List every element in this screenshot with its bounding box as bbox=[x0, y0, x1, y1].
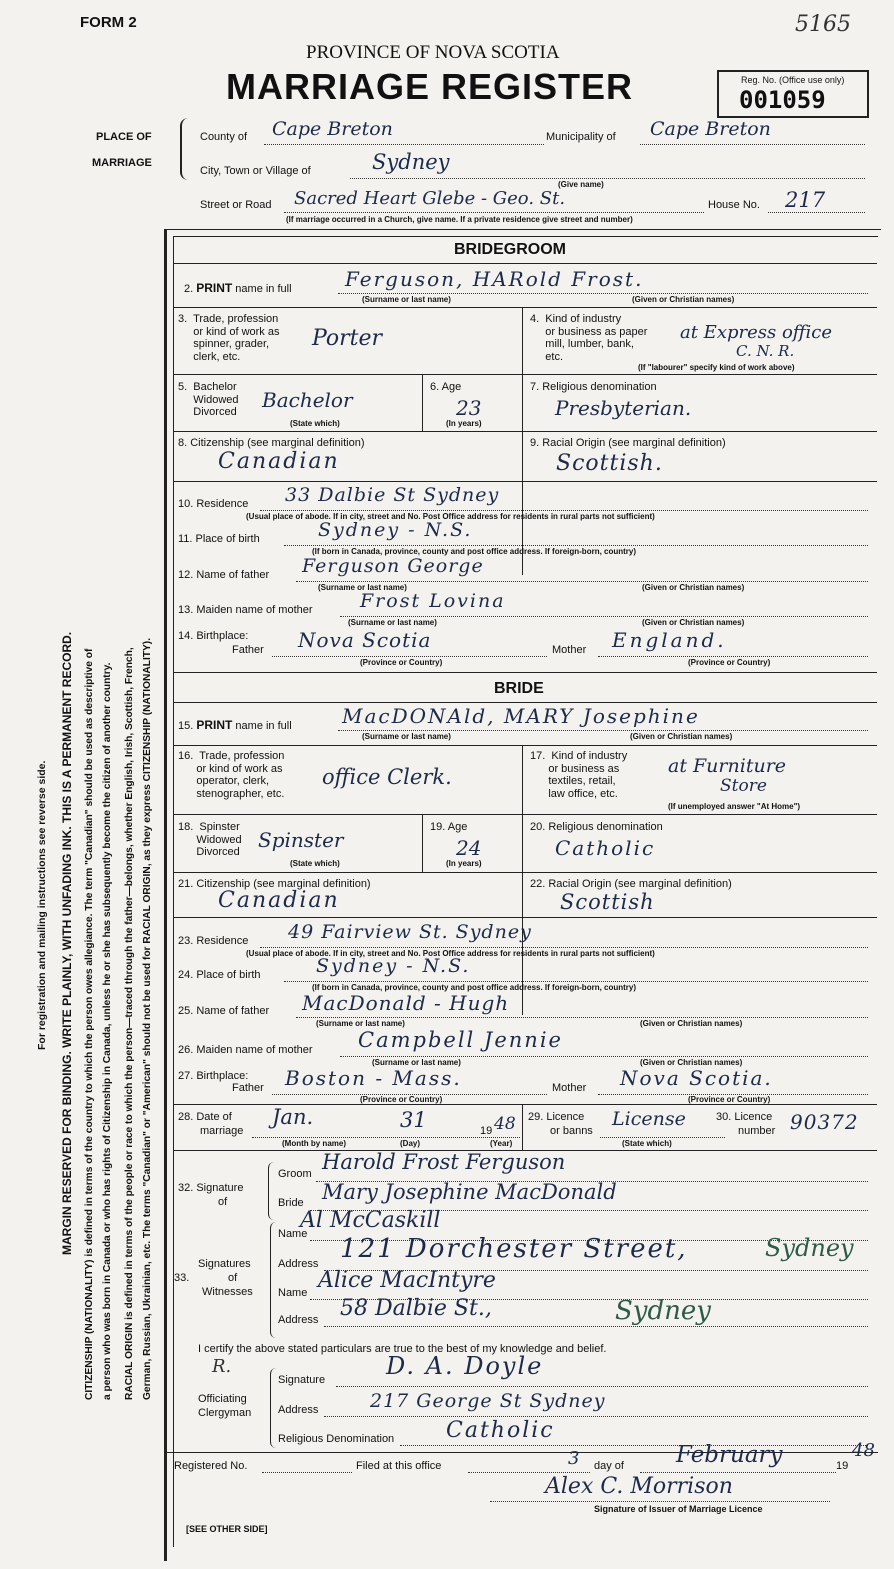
date-label-a: 28. Date of bbox=[178, 1111, 232, 1123]
filed-year: 48 bbox=[852, 1440, 875, 1461]
bride-mother: Campbell Jennie bbox=[358, 1028, 563, 1052]
rule bbox=[173, 263, 877, 264]
groom-bp-label: 14. Birthplace: bbox=[178, 630, 249, 642]
rule bbox=[640, 1472, 836, 1473]
groom-birthplace-sub: (If born in Canada, province, county and post office address. If foreign-born, country) bbox=[312, 547, 637, 556]
day-sub: (Day) bbox=[400, 1139, 421, 1148]
w1-address-label: Address bbox=[278, 1258, 319, 1270]
rule bbox=[468, 1472, 590, 1473]
groom-father-label: 12. Name of father bbox=[178, 569, 270, 581]
bride-trade-label: 16. Trade, profession or kind of work as operator, clerk, stenographer, etc. bbox=[178, 750, 285, 800]
groom-bp-mother-label: Mother bbox=[552, 644, 587, 656]
bride-father-label: 25. Name of father bbox=[178, 1005, 270, 1017]
cler-religion: Catholic bbox=[446, 1418, 555, 1443]
groom-industry-note: (If "labourer" specify kind of work above) bbox=[638, 363, 795, 372]
margin-instructions: For registration and mailing instructions see reverse side. bbox=[36, 760, 48, 1050]
groom-mother-sub-a: (Surname or last name) bbox=[348, 618, 437, 627]
rule bbox=[260, 947, 868, 948]
street-note: (If marriage occurred in a Church, give name. If a private residence give street and number) bbox=[286, 215, 633, 224]
cler-rel-label: Religious Denomination bbox=[278, 1433, 395, 1445]
cler-label-a: Officiating bbox=[198, 1393, 247, 1405]
groom-residence: 33 Dalbie St Sydney bbox=[285, 484, 500, 506]
bride-bp-sub-a: (Province or Country) bbox=[360, 1095, 443, 1104]
groom-industry-2: C. N. R. bbox=[736, 342, 795, 360]
month-sub: (Month by name) bbox=[282, 1139, 346, 1148]
bride-bp-father-label: Father bbox=[232, 1082, 264, 1094]
page-title: MARRIAGE REGISTER bbox=[226, 66, 634, 107]
rule bbox=[173, 374, 877, 375]
rule bbox=[522, 745, 523, 1015]
bride-father-sub-b: (Given or Christian names) bbox=[640, 1019, 743, 1028]
w2-name: Alice MacIntyre bbox=[318, 1268, 496, 1293]
groom-in-years: (In years) bbox=[446, 419, 482, 428]
municipality-value: Cape Breton bbox=[650, 118, 771, 140]
place-label-2: MARRIAGE bbox=[92, 157, 152, 169]
rule bbox=[340, 616, 868, 617]
groom-mother-sub-b: (Given or Christian names) bbox=[642, 618, 745, 627]
issuer-signature: Alex C. Morrison bbox=[545, 1474, 733, 1499]
groom-citizenship-label: 8. Citizenship (see marginal definition) bbox=[178, 437, 365, 449]
bride-mother-sub-b: (Given or Christian names) bbox=[640, 1058, 743, 1067]
bride-state-which: (State which) bbox=[290, 859, 340, 868]
filed-year-prefix: 19 bbox=[836, 1460, 849, 1472]
cler-address: 217 George St Sydney bbox=[370, 1390, 606, 1412]
groom-father-sub-b: (Given or Christian names) bbox=[642, 583, 745, 592]
w1-name-label: Name bbox=[278, 1228, 308, 1240]
filed-month: February bbox=[676, 1442, 783, 1468]
rule bbox=[173, 814, 877, 815]
issuer-label: Signature of Issuer of Marriage Licence bbox=[594, 1504, 763, 1514]
filed-label: Filed at this office bbox=[356, 1460, 442, 1472]
street-label: Street or Road bbox=[200, 199, 272, 211]
bride-bp-sub-b: (Province or Country) bbox=[688, 1095, 771, 1104]
rule bbox=[272, 656, 547, 657]
bride-trade: office Clerk. bbox=[322, 765, 452, 789]
house-line bbox=[768, 212, 865, 213]
place-label-1: PLACE OF bbox=[96, 131, 152, 143]
sig-label-a: 32. Signature bbox=[178, 1182, 244, 1194]
registered-label: Registered No. bbox=[174, 1460, 248, 1472]
bride-heading: BRIDE bbox=[494, 680, 544, 697]
bride-religion: Catholic bbox=[555, 836, 656, 860]
street-line bbox=[284, 212, 704, 213]
bride-mother-sub-a: (Surname or last name) bbox=[372, 1058, 461, 1067]
bride-age-label: 19. Age bbox=[430, 821, 468, 833]
groom-marital-label: 5. Bachelor Widowed Divorced bbox=[178, 381, 239, 418]
certify-text: I certify the above stated particulars are true to the best of my knowledge and belief. bbox=[198, 1343, 607, 1355]
rule bbox=[522, 307, 523, 575]
marriage-year-prefix: 19 bbox=[480, 1125, 493, 1137]
wit-number: 33. bbox=[174, 1272, 190, 1284]
groom-age-label: 6. Age bbox=[430, 381, 462, 393]
groom-heading: BRIDEGROOM bbox=[454, 241, 566, 258]
city-label: City, Town or Village of bbox=[200, 165, 311, 177]
house-label: House No. bbox=[708, 199, 760, 211]
groom-religion: Presbyterian. bbox=[555, 396, 692, 420]
bride-birthplace: Sydney - N.S. bbox=[316, 955, 471, 977]
margin-citizenship-2: a person who was born in Canada or who has rights of Citizenship in Canada, unless he or she has subsequently become the citizen of another country. bbox=[102, 662, 113, 1400]
licence-label-b: or banns bbox=[550, 1125, 593, 1137]
marriage-day: 31 bbox=[400, 1108, 427, 1132]
bride-birthplace-sub: (If born in Canada, province, county and post office address. If foreign-born, country) bbox=[312, 983, 637, 992]
groom-trade: Porter bbox=[312, 326, 383, 351]
groom-name: Ferguson, HARold Frost. bbox=[345, 267, 644, 291]
rule bbox=[400, 1445, 868, 1446]
rule bbox=[336, 1386, 868, 1387]
groom-name-label: 2. PRINT name in full bbox=[184, 281, 292, 295]
margin-reserved: MARGIN RESERVED FOR BINDING. WRITE PLAINLY, WITH UNFADING INK. THIS IS A PERMANENT RECORD. bbox=[60, 631, 74, 1255]
bride-industry-note: (If unemployed answer "At Home") bbox=[668, 802, 801, 811]
form-number: FORM 2 bbox=[80, 14, 137, 31]
sig-label-b: of bbox=[218, 1196, 228, 1208]
groom-name-line bbox=[338, 293, 868, 294]
groom-birthplace: Sydney - N.S. bbox=[318, 519, 473, 541]
groom-residence-sub: (Usual place of abode. If in city, street and No. Post Office address for residents in rural parts not sufficient) bbox=[246, 512, 655, 521]
bride-citizenship-label: 21. Citizenship (see marginal definition) bbox=[178, 878, 371, 890]
groom-bp-mother: England. bbox=[612, 628, 727, 652]
rule bbox=[252, 1137, 520, 1138]
cler-addr-label: Address bbox=[278, 1404, 319, 1416]
groom-sig-label: Groom bbox=[278, 1168, 312, 1180]
bride-given-sub: (Given or Christian names) bbox=[630, 732, 733, 741]
bride-sig-label: Bride bbox=[278, 1197, 304, 1209]
groom-racial-label: 9. Racial Origin (see marginal definition) bbox=[530, 437, 726, 449]
groom-father: Ferguson George bbox=[302, 555, 484, 577]
bride-surname-sub: (Surname or last name) bbox=[362, 732, 451, 741]
marriage-year: 48 bbox=[494, 1114, 516, 1134]
groom-citizenship: Canadian bbox=[218, 449, 340, 474]
licence-label-a: 29. Licence bbox=[528, 1111, 585, 1123]
margin-racial-2: German, Russian, Ukrainian, etc. The terms "Canadian" or "American" should not be used for RACIAL ORIGIN, as they express CITIZENSHIP (NATIONALITY). bbox=[142, 637, 153, 1400]
date-label-b: marriage bbox=[200, 1125, 244, 1137]
groom-industry-label: 4. Kind of industry or business as paper mill, lumber, bank, etc. bbox=[530, 313, 648, 363]
groom-signature: Harold Frost Ferguson bbox=[322, 1150, 566, 1174]
bride-residence-sub: (Usual place of abode. If in city, street and No. Post Office address for residents in rural parts not sufficient) bbox=[246, 949, 655, 958]
licence-type: License bbox=[612, 1108, 686, 1130]
bride-father: MacDonald - Hugh bbox=[302, 991, 510, 1015]
groom-surname-sub: (Surname or last name) bbox=[362, 295, 451, 304]
rule bbox=[260, 510, 868, 511]
rule bbox=[173, 481, 877, 482]
marriage-month: Jan. bbox=[272, 1105, 314, 1129]
year-sub: (Year) bbox=[490, 1139, 513, 1148]
corner-number: 5165 bbox=[795, 12, 851, 37]
cler-signature: D. A. Doyle bbox=[386, 1352, 544, 1380]
bride-citizenship: Canadian bbox=[218, 888, 340, 913]
groom-state-which: (State which) bbox=[290, 419, 340, 428]
groom-religion-label: 7. Religious denomination bbox=[530, 381, 657, 393]
groom-racial: Scottish. bbox=[556, 451, 663, 476]
w2-address: 58 Dalbie St., bbox=[340, 1296, 492, 1321]
wit-label-c: Witnesses bbox=[202, 1286, 253, 1298]
street-value: Sacred Heart Glebe - Geo. St. bbox=[294, 188, 566, 209]
province-heading: PROVINCE OF NOVA SCOTIA bbox=[306, 42, 560, 63]
bride-signature: Mary Josephine MacDonald bbox=[322, 1180, 617, 1204]
rule bbox=[324, 1416, 868, 1417]
rule bbox=[173, 431, 877, 432]
city-value: Sydney bbox=[372, 150, 450, 174]
groom-bp-father-label: Father bbox=[232, 644, 264, 656]
give-name-note: (Give name) bbox=[558, 180, 604, 189]
w1-address: 121 Dorchester Street, bbox=[340, 1234, 688, 1264]
groom-birthplace-label: 11. Place of birth bbox=[178, 533, 260, 545]
bride-racial: Scottish bbox=[560, 890, 655, 914]
bride-birthplace-label: 24. Place of birth bbox=[178, 969, 261, 981]
bride-industry-1: at Furniture bbox=[668, 755, 787, 777]
bride-name-label: 15. PRINT name in full bbox=[178, 718, 292, 732]
rule bbox=[340, 1056, 868, 1057]
day-of-label: day of bbox=[594, 1460, 624, 1472]
rule bbox=[296, 1017, 868, 1018]
rule bbox=[600, 1137, 725, 1138]
municipality-line bbox=[640, 144, 865, 145]
rule bbox=[284, 981, 868, 982]
rule bbox=[173, 917, 877, 918]
bride-name: MacDONAld, MARY Josephine bbox=[342, 704, 700, 728]
groom-age: 23 bbox=[456, 396, 482, 420]
groom-marital: Bachelor bbox=[262, 388, 353, 412]
groom-trade-label: 3. Trade, profession or kind of work as spinner, grader, clerk, etc. bbox=[178, 313, 280, 363]
bride-residence: 49 Fairview St. Sydney bbox=[288, 921, 532, 943]
filed-day: 3 bbox=[568, 1448, 580, 1469]
bride-marital-label: 18. Spinster Widowed Divorced bbox=[178, 821, 242, 858]
bride-industry-label: 17. Kind of industry or business as textiles, retail, law office, etc. bbox=[530, 750, 628, 800]
wit-label-b: of bbox=[228, 1272, 238, 1284]
county-value: Cape Breton bbox=[272, 118, 393, 140]
groom-mother-label: 13. Maiden name of mother bbox=[178, 604, 313, 616]
rule bbox=[262, 1472, 352, 1473]
groom-father-sub-a: (Surname or last name) bbox=[318, 583, 407, 592]
rule bbox=[173, 307, 877, 308]
bride-bp-mother: Nova Scotia. bbox=[620, 1066, 773, 1090]
municipality-label: Municipality of bbox=[546, 131, 616, 143]
bride-marital: Spinster bbox=[258, 828, 344, 852]
w2-address-label: Address bbox=[278, 1314, 319, 1326]
rule bbox=[324, 1326, 868, 1327]
see-other-side: [SEE OTHER SIDE] bbox=[186, 1524, 268, 1534]
rule bbox=[598, 656, 868, 657]
rule bbox=[173, 702, 877, 703]
city-line bbox=[350, 178, 865, 179]
rule bbox=[173, 872, 877, 873]
rule bbox=[490, 1501, 830, 1502]
licence-sub: (State which) bbox=[622, 1139, 672, 1148]
margin-citizenship-1: CITIZENSHIP (NATIONALITY) is defined in terms of the country to which the person owes allegiance. The term "Canadian" should be used as descriptive of bbox=[84, 648, 95, 1400]
rule bbox=[422, 814, 423, 872]
bride-bp-mother-label: Mother bbox=[552, 1082, 587, 1094]
county-label: County of bbox=[200, 131, 248, 143]
rule bbox=[338, 730, 868, 731]
wit-label-a: Signatures bbox=[198, 1258, 251, 1270]
reg-number-label: Reg. No. (Office use only) bbox=[741, 75, 845, 85]
rule bbox=[522, 1104, 523, 1150]
licence-number: 90372 bbox=[790, 1110, 859, 1134]
place-brace bbox=[180, 118, 192, 180]
groom-given-sub: (Given or Christian names) bbox=[632, 295, 735, 304]
rule bbox=[173, 672, 877, 673]
w1-address-city: Sydney bbox=[765, 1234, 854, 1262]
bride-racial-label: 22. Racial Origin (see marginal definition) bbox=[530, 878, 732, 890]
licence-no-label-b: number bbox=[738, 1125, 776, 1137]
w2-address-city: Sydney bbox=[615, 1296, 711, 1326]
w2-name-label: Name bbox=[278, 1287, 308, 1299]
groom-bp-father: Nova Scotia bbox=[298, 628, 432, 652]
bride-father-sub-a: (Surname or last name) bbox=[316, 1019, 405, 1028]
rule bbox=[284, 545, 868, 546]
bride-bp-father: Boston - Mass. bbox=[285, 1066, 462, 1090]
cler-label-b: Clergyman bbox=[198, 1407, 252, 1419]
clergy-mark: R. bbox=[212, 1356, 232, 1377]
reg-number-box bbox=[717, 70, 869, 118]
groom-mother: Frost Lovina bbox=[360, 590, 506, 612]
groom-residence-label: 10. Residence bbox=[178, 498, 249, 510]
groom-bp-sub-b: (Province or Country) bbox=[688, 658, 771, 667]
bride-age: 24 bbox=[456, 836, 482, 860]
bride-in-years: (In years) bbox=[446, 859, 482, 868]
w1-name: Al McCaskill bbox=[300, 1208, 441, 1233]
cler-sig-label: Signature bbox=[278, 1374, 326, 1386]
county-line bbox=[264, 144, 544, 145]
house-value: 217 bbox=[785, 188, 826, 212]
groom-industry-1: at Express office bbox=[680, 322, 833, 343]
rule bbox=[422, 374, 423, 431]
bride-residence-label: 23. Residence bbox=[178, 935, 249, 947]
sig-brace bbox=[268, 1162, 277, 1220]
bride-industry-2: Store bbox=[720, 776, 767, 796]
rule bbox=[173, 745, 877, 746]
bride-mother-label: 26. Maiden name of mother bbox=[178, 1044, 313, 1056]
licence-no-label-a: 30. Licence bbox=[716, 1111, 773, 1123]
groom-bp-sub-a: (Province or Country) bbox=[360, 658, 443, 667]
bride-religion-label: 20. Religious denomination bbox=[530, 821, 663, 833]
bride-bp-label: 27. Birthplace: bbox=[178, 1070, 249, 1082]
margin-racial-1: RACIAL ORIGIN is defined in terms of the people or race to which the person—traced through the father—belongs, whether English, Irish, Scottish, French, bbox=[124, 647, 135, 1400]
rule bbox=[296, 581, 868, 582]
reg-number: 001059 bbox=[739, 86, 826, 114]
